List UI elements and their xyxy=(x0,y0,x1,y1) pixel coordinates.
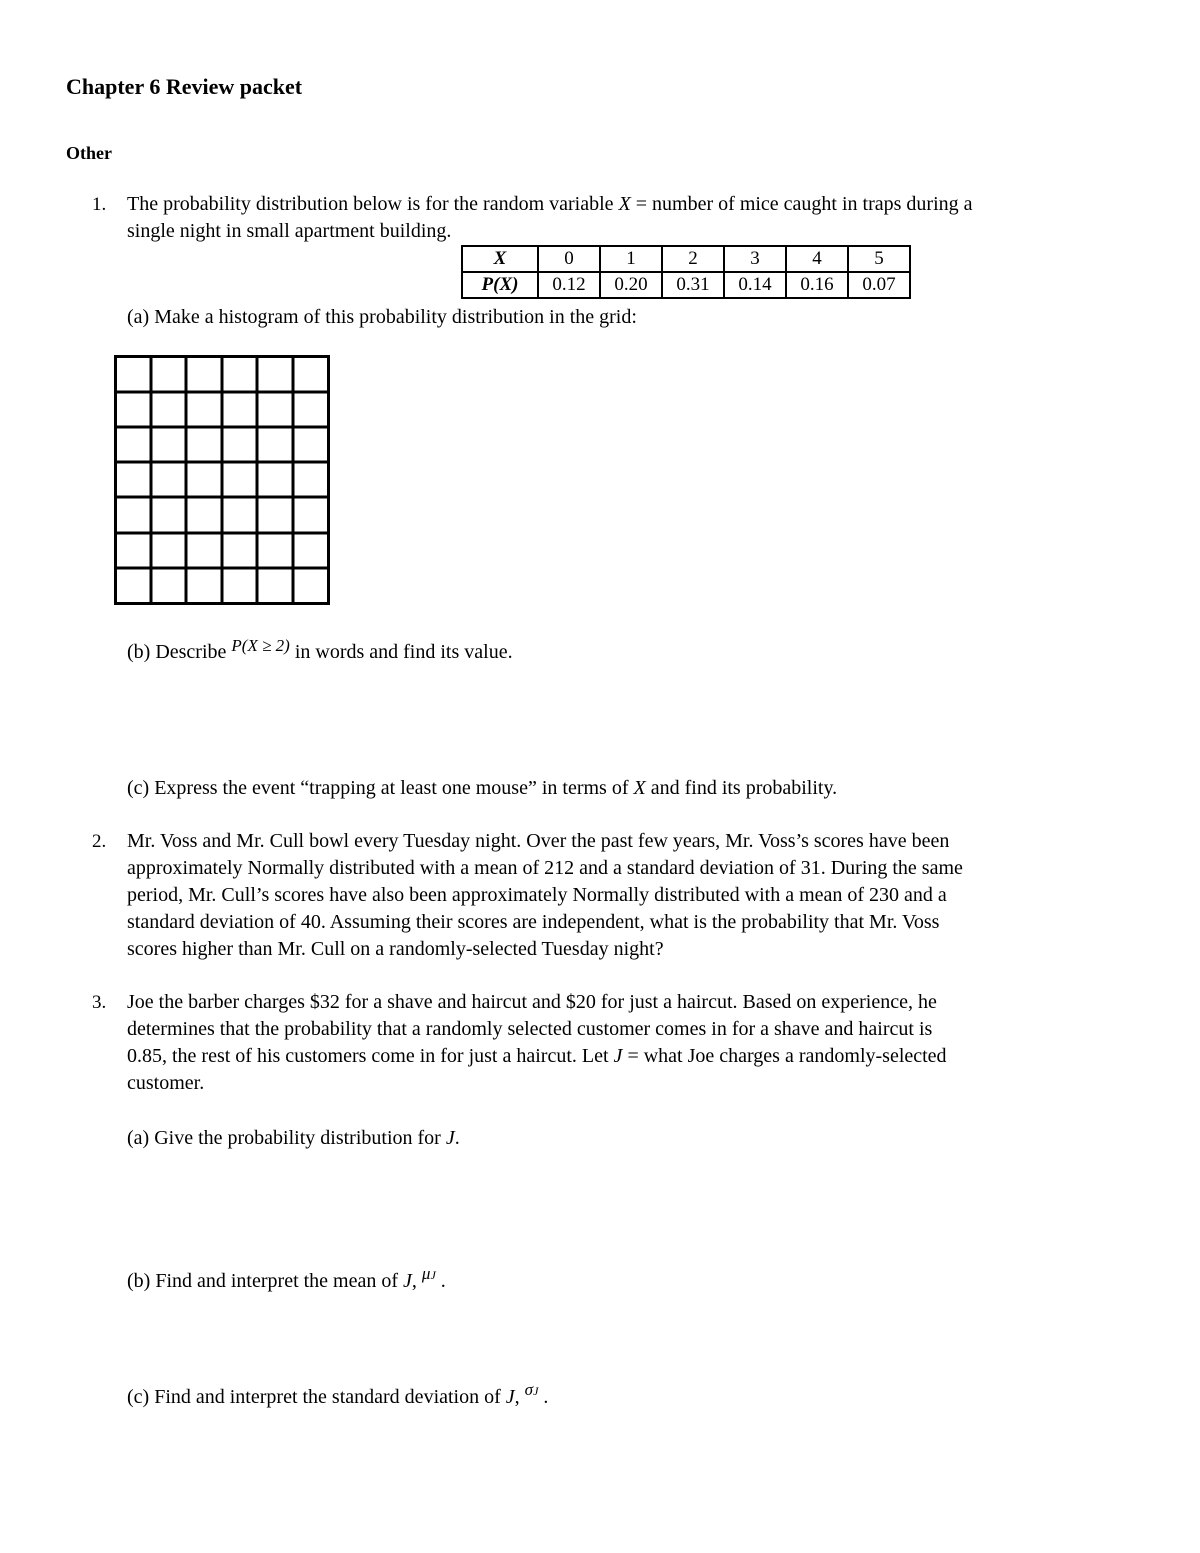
q3-part-b-post: . xyxy=(435,1270,446,1292)
q3-part-a-post: . xyxy=(454,1127,460,1149)
q2-line-4: standard deviation of 40. Assuming their scores are independent, what is the probability that Mr. Voss xyxy=(127,911,940,933)
q1-part-c xyxy=(127,775,837,802)
q3-line-3-a: 0.85, the rest of his customers come in for just a haircut. Let xyxy=(127,1045,614,1067)
q2-line-5: scores higher than Mr. Cull on a randomly-selected Tuesday night? xyxy=(127,938,664,960)
q3-part-c xyxy=(127,1380,549,1413)
sigma-subscript: J xyxy=(533,1384,539,1398)
q3-part-c-mid: , xyxy=(514,1386,525,1408)
q3-part-c-post: . xyxy=(538,1386,549,1408)
q3-part-c-var: J xyxy=(505,1386,515,1408)
q1-part-b-post: in words and find its value. xyxy=(289,641,513,663)
q3-part-c-pre: (c) Find and interpret the standard deviation of xyxy=(127,1386,506,1408)
q3-part-b-pre: (b) Find and interpret the mean of xyxy=(127,1270,404,1292)
q1-var-x: X xyxy=(618,193,631,215)
probability-table xyxy=(461,245,911,299)
table-cell-x-1: 1 xyxy=(600,246,662,272)
table-cell-p-0: 0.12 xyxy=(538,272,600,298)
q3-line-3-b: = what Joe charges a randomly-selected xyxy=(622,1045,947,1067)
q3-line-4: customer. xyxy=(127,1072,205,1094)
table-cell-x-4: 4 xyxy=(786,246,848,272)
question-2-text xyxy=(127,828,1127,963)
mu-symbol: μ xyxy=(421,1264,431,1283)
page-title: Chapter 6 Review packet xyxy=(66,74,303,99)
table-cell-x-3: 3 xyxy=(724,246,786,272)
table-cell-x-5: 5 xyxy=(848,246,910,272)
q3-part-a-pre: (a) Give the probability distribution for xyxy=(127,1127,446,1149)
q3-part-a xyxy=(127,1125,460,1152)
q3-part-b-mid: , xyxy=(411,1270,422,1292)
q1-part-b-expression: P(X ≥ 2) xyxy=(231,636,290,655)
table-cell-p-3: 0.14 xyxy=(724,272,786,298)
table-cell-p-2: 0.31 xyxy=(662,272,724,298)
q1-part-c-post: and find its probability. xyxy=(645,777,838,799)
question-3-number: 3. xyxy=(92,992,107,1013)
q1-line1-a: The probability distribution below is for the random variable xyxy=(127,193,619,215)
q1-part-b-pre: (b) Describe xyxy=(127,641,232,663)
q3-line-3-var: J xyxy=(613,1045,623,1067)
q3-part-b xyxy=(127,1264,446,1297)
q3-part-b-var: J xyxy=(403,1270,412,1292)
q3-line-2: determines that the probability that a randomly selected customer comes in for a shave and haircut is xyxy=(127,1018,933,1040)
q2-line-2: approximately Normally distributed with a mean of 212 and a standard deviation of 31. During the same xyxy=(127,857,963,879)
q2-line-1: Mr. Voss and Mr. Cull bowl every Tuesday night. Over the past few years, Mr. Voss’s scores have been xyxy=(127,830,950,852)
table-cell-x-0: 0 xyxy=(538,246,600,272)
q1-part-a: (a) Make a histogram of this probability distribution in the grid: xyxy=(127,306,637,328)
q1-part-c-var: X xyxy=(633,777,646,799)
q3-part-a-var: J xyxy=(445,1127,455,1149)
table-row-x xyxy=(462,246,910,272)
table-row-p xyxy=(462,272,910,298)
table-cell-p-5: 0.07 xyxy=(848,272,910,298)
table-cell-x-2: 2 xyxy=(662,246,724,272)
mu-subscript: J xyxy=(430,1268,436,1282)
question-1-text xyxy=(127,191,1127,245)
q1-part-b xyxy=(127,636,513,666)
question-3-text xyxy=(127,989,1127,1097)
section-heading: Other xyxy=(66,143,112,163)
table-cell-p-4: 0.16 xyxy=(786,272,848,298)
question-1-number: 1. xyxy=(92,194,107,215)
table-header-x: X xyxy=(462,246,538,272)
question-2-number: 2. xyxy=(92,831,107,852)
q1-line1-b: = number of mice caught in traps during a xyxy=(630,193,973,215)
q2-line-3: period, Mr. Cull’s scores have also been approximately Normally distributed with a mean of 230 and a xyxy=(127,884,947,906)
table-cell-p-1: 0.20 xyxy=(600,272,662,298)
q1-part-c-pre: (c) Express the event “trapping at least one mouse” in terms of xyxy=(127,777,634,799)
histogram-grid xyxy=(114,355,330,605)
q1-line2: single night in small apartment building. xyxy=(127,220,452,242)
q3-line-1: Joe the barber charges $32 for a shave and haircut and $20 for just a haircut. Based on experience, he xyxy=(127,991,937,1013)
sigma-symbol: σ xyxy=(524,1380,534,1399)
table-header-p: P(X) xyxy=(462,272,538,298)
